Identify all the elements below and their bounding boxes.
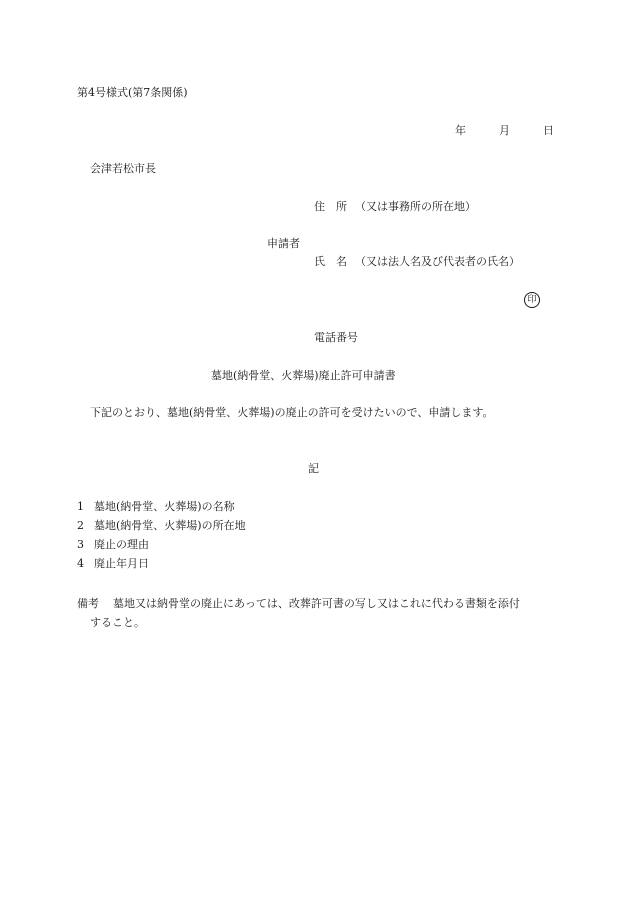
applicant-label: 申請者 [267,237,300,250]
address-line [314,200,476,213]
item-number: 3 [77,538,84,551]
list-item [77,519,246,532]
phone-label: 電話番号 [314,331,358,344]
year-label: 年 [455,124,466,137]
list-item [77,538,149,551]
document-title: 墓地(納骨堂、火葬場)廃止許可申請書 [211,369,396,382]
remarks-text-2: すること。 [90,616,145,629]
item-number: 2 [77,519,84,532]
intro-text: 下記のとおり、墓地(納骨堂、火葬場)の廃止の許可を受けたいので、申請します。 [90,406,494,419]
item-text: 墓地(納骨堂、火葬場)の名称 [94,500,235,513]
addressee: 会津若松市長 [90,162,156,175]
address-note: （又は事務所の所在地） [355,200,476,213]
list-item [77,557,149,570]
item-text: 廃止年月日 [94,557,149,570]
seal-mark: 印 [524,292,540,308]
ki-heading: 記 [308,462,319,475]
list-item [77,500,235,513]
item-number: 4 [77,557,84,570]
item-number: 1 [77,500,84,513]
name-line [314,255,520,268]
day-label: 日 [543,124,554,137]
month-label: 月 [499,124,510,137]
item-text: 墓地(納骨堂、火葬場)の所在地 [94,519,246,532]
name-label: 氏 名 [314,255,347,268]
remarks-text-1: 墓地又は納骨堂の廃止にあっては、改葬許可書の写し又はこれに代わる書類を添付 [113,597,520,610]
remarks-line-1 [77,597,520,610]
form-number: 第4号様式(第7条関係) [77,86,188,99]
address-label: 住 所 [314,200,347,213]
remarks-label: 備考 [77,597,99,610]
name-note: （又は法人名及び代表者の氏名） [355,255,520,268]
item-text: 廃止の理由 [94,538,149,551]
date-line [455,124,554,137]
